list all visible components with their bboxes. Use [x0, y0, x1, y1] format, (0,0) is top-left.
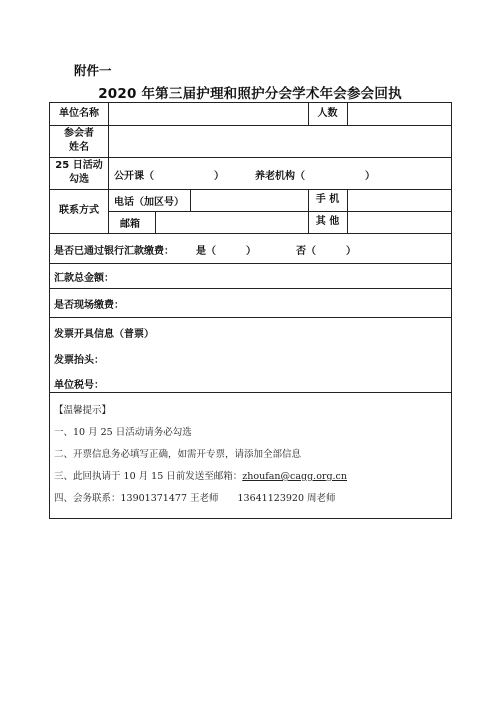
headcount-label: 人数 [317, 108, 338, 119]
other-field[interactable] [349, 215, 449, 229]
attendee-label-line1: 参会者 [64, 128, 94, 139]
row-divider [50, 125, 451, 126]
activity-label-line1: 25 日活动 [55, 160, 103, 171]
row-divider [50, 317, 451, 318]
row-divider [50, 288, 451, 289]
tips-heading: 【温馨提示】 [54, 405, 112, 416]
other-label: 其 他 [315, 216, 340, 227]
row-divider [108, 211, 451, 212]
unit-name-label: 单位名称 [59, 108, 99, 119]
column-divider [347, 189, 348, 233]
attendee-label [50, 127, 108, 155]
activity-label-line2: 勾选 [69, 174, 89, 185]
phone-field[interactable] [192, 193, 306, 207]
no-option[interactable]: 否（ ） [296, 246, 356, 257]
registration-form [49, 102, 452, 519]
email-field[interactable] [157, 215, 306, 229]
elderly-care-option[interactable]: 养老机构（ ） [255, 171, 375, 182]
column-divider [347, 103, 348, 125]
phone-label: 电话（加区号） [114, 197, 184, 208]
row-divider [50, 233, 451, 234]
mobile-field[interactable] [349, 193, 449, 207]
unit-name-field[interactable] [110, 107, 306, 121]
activity-label [50, 159, 108, 187]
tip-line-1: 一、10 月 25 日活动请务必勾选 [54, 427, 192, 438]
contact-email-link[interactable]: zhoufan@cagg.org.cn [242, 471, 347, 482]
row-divider [50, 392, 451, 393]
onsite-payment-field[interactable] [134, 296, 440, 310]
tip-line-4: 四、会务联系：13901371477 王老师 13641123920 周老师 [54, 493, 336, 504]
contact-label: 联系方式 [59, 205, 99, 216]
invoice-header-label: 发票抬头： [54, 355, 104, 366]
total-amount-field[interactable] [120, 269, 440, 283]
column-divider [155, 211, 156, 233]
attendee-names-field[interactable] [110, 133, 449, 147]
column-divider [108, 103, 109, 233]
onsite-payment-label: 是否现场缴费： [54, 300, 124, 311]
row-divider [50, 189, 451, 190]
public-class-option[interactable]: 公开课（ ） [114, 171, 224, 182]
mobile-label: 手 机 [315, 194, 340, 205]
headcount-field[interactable] [349, 107, 449, 121]
yes-option[interactable]: 是（ ） [196, 246, 256, 257]
invoice-header-field[interactable] [110, 351, 440, 365]
total-amount-label: 汇款总金额： [54, 273, 114, 284]
email-label: 邮箱 [120, 219, 140, 230]
tip-line-3-prefix: 三、此回执请于 10 月 15 日前发送至邮箱： [54, 471, 243, 482]
bank-transfer-question: 是否已通过银行汇款缴费： [54, 246, 174, 257]
invoice-info-label: 发票开具信息（普票） [54, 329, 154, 340]
column-divider [190, 189, 191, 211]
page-title: 2020 年第三届护理和照护分会学术年会参会回执 [98, 86, 402, 102]
row-divider [50, 263, 451, 264]
tax-number-field[interactable] [110, 376, 440, 390]
tax-number-label: 单位税号： [54, 380, 104, 391]
attendee-label-line2: 姓名 [69, 142, 89, 153]
attachment-label: 附件一 [74, 63, 112, 78]
row-divider [50, 157, 451, 158]
tip-line-3 [54, 468, 347, 482]
tip-line-2: 二、开票信息务必填写正确，如需开专票，请添加全部信息 [54, 449, 302, 460]
